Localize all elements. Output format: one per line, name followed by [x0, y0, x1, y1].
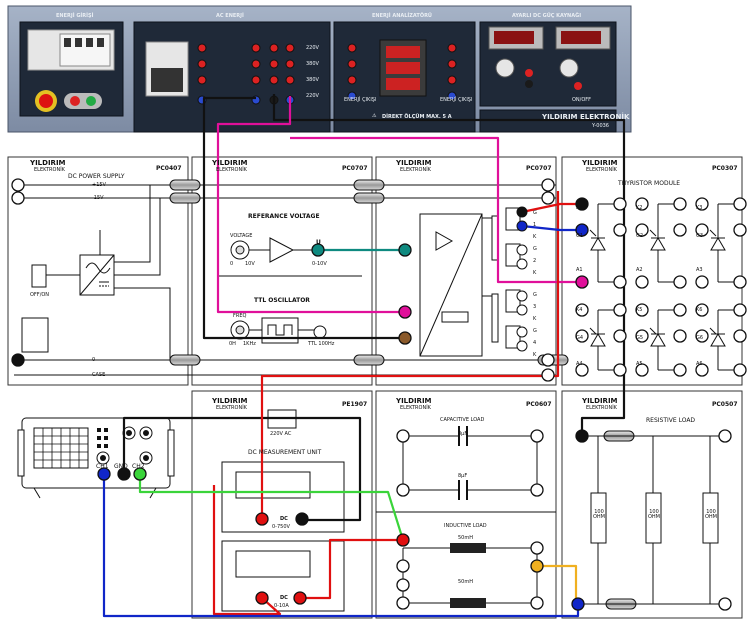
- direct-measure-warning: DİREKT ÖLÇÜM MAX. 5 A: [382, 114, 452, 120]
- v-label: 380V: [306, 77, 319, 83]
- resistive-terminal[interactable]: [719, 430, 731, 442]
- gate-label: G: [533, 292, 537, 298]
- thyristor-terminal[interactable]: [734, 224, 746, 236]
- rail-terminal[interactable]: [542, 192, 554, 204]
- inductor-2: [450, 598, 486, 608]
- ch2-label: CH2: [132, 463, 145, 470]
- ttl-oscillator-block: [262, 318, 298, 343]
- brand-logo: YILDIRIM: [212, 159, 248, 167]
- v-label: 220V: [306, 93, 319, 99]
- board-connector[interactable]: [354, 193, 384, 203]
- ttl-oscillator-title: TTL OSCILLATOR: [254, 297, 310, 304]
- ac-energy-title: AC ENERJİ: [216, 13, 244, 19]
- thyristor-label: K1: [576, 205, 583, 211]
- rail-label: +15V: [92, 182, 106, 188]
- thyristor-module-board: [562, 157, 742, 385]
- brand-logo: YILDIRIM: [212, 397, 248, 405]
- resistor-label: 100 OHM: [647, 509, 660, 520]
- amp-label: DC: [280, 595, 288, 601]
- gate-label: K: [533, 234, 537, 240]
- inductor-label: 50mH: [458, 579, 473, 585]
- thyristor-terminal[interactable]: [614, 198, 626, 210]
- ac-socket[interactable]: [286, 44, 294, 52]
- thyristor-label: G4: [576, 335, 584, 341]
- board-connector[interactable]: [170, 180, 200, 190]
- module-boards: [8, 157, 742, 618]
- v-label: 380V: [306, 61, 319, 67]
- module-code: PC0507: [712, 401, 738, 408]
- thyristor-label: K6: [696, 307, 703, 313]
- rail-label: -15V: [92, 195, 104, 201]
- energy-input-title: ENERJİ GİRİŞİ: [56, 13, 94, 19]
- analyzer-socket[interactable]: [348, 44, 356, 52]
- gate-label: K: [533, 316, 537, 322]
- gate-label: G: [533, 210, 537, 216]
- load-terminal[interactable]: [397, 579, 409, 591]
- thyristor-terminal[interactable]: [734, 330, 746, 342]
- board-connector[interactable]: [170, 193, 200, 203]
- thyristor-terminal[interactable]: [674, 364, 686, 376]
- amp-range: 0-10A: [274, 603, 289, 609]
- rail-terminal[interactable]: [542, 179, 554, 191]
- load-terminal[interactable]: [531, 430, 543, 442]
- module-code: PC0407: [156, 165, 182, 172]
- rail-label: CASE: [92, 372, 106, 378]
- ac-socket[interactable]: [270, 44, 278, 52]
- load-terminal[interactable]: [397, 560, 409, 572]
- thyristor-terminal[interactable]: [576, 276, 588, 288]
- resistive-title: RESISTIVE LOAD: [646, 417, 696, 424]
- warning-icon: ⚠: [372, 113, 377, 119]
- on-off-switch: [64, 93, 102, 109]
- brand-top: YILDIRIM ELEKTRONİK: [542, 113, 630, 121]
- brand-sub: ELEKTRONİK: [400, 405, 431, 411]
- inductive-title: INDUCTIVE LOAD: [444, 523, 487, 529]
- gate-terminal[interactable]: [517, 341, 527, 351]
- gate-terminal[interactable]: [517, 221, 527, 231]
- v-label: 220V: [306, 45, 319, 51]
- rail-terminal[interactable]: [12, 354, 24, 366]
- ac-socket[interactable]: [252, 76, 260, 84]
- thyristor-terminal[interactable]: [674, 330, 686, 342]
- dc-current-knob: [560, 59, 578, 77]
- thyristor-terminal[interactable]: [734, 304, 746, 316]
- gate-terminal[interactable]: [517, 327, 527, 337]
- ac-socket[interactable]: [198, 60, 206, 68]
- dc-power-source-title: AYARLI DC GÜÇ KAYNAĞI: [512, 13, 582, 19]
- range-label: 1KHz: [243, 341, 256, 347]
- range-label: 0H: [229, 341, 236, 347]
- analyzer-socket[interactable]: [348, 60, 356, 68]
- thyristor-label: G2: [636, 233, 644, 239]
- top-panel: [8, 6, 631, 132]
- trigger-input-terminal[interactable]: [399, 244, 411, 256]
- brand-logo: YILDIRIM: [30, 159, 66, 167]
- rail-terminal[interactable]: [542, 354, 554, 366]
- brand-sub: ELEKTRONİK: [216, 405, 247, 411]
- ac-socket[interactable]: [286, 60, 294, 68]
- ac-socket[interactable]: [270, 60, 278, 68]
- load-terminal[interactable]: [397, 597, 409, 609]
- load-terminal[interactable]: [397, 430, 409, 442]
- board-connector[interactable]: [354, 180, 384, 190]
- ammeter-minus[interactable]: [294, 592, 306, 604]
- thyristor-label: K2: [636, 205, 643, 211]
- resistive-terminal[interactable]: [576, 430, 588, 442]
- thyristor-terminal[interactable]: [614, 276, 626, 288]
- brand-sub: ELEKTRONİK: [586, 167, 617, 173]
- energy-analyzer-title: ENERJİ ANALİZATÖRÜ: [372, 13, 432, 19]
- module-code: PC0307: [712, 165, 738, 172]
- thyristor-terminal[interactable]: [674, 304, 686, 316]
- gate-label: 4: [533, 340, 537, 346]
- ac-socket[interactable]: [198, 76, 206, 84]
- supply-label: 220V AC: [270, 431, 292, 437]
- dc-voltage-knob: [496, 59, 514, 77]
- energy-output-right: ENERJİ ÇIKIŞI: [440, 97, 473, 103]
- ac-socket[interactable]: [198, 44, 206, 52]
- brand-logo: YILDIRIM: [582, 159, 618, 167]
- module-code: PC0707: [342, 165, 368, 172]
- load-terminal[interactable]: [531, 597, 543, 609]
- thyristor-label: K4: [576, 307, 583, 313]
- dc-on-off: ON/OFF: [572, 97, 592, 103]
- ch1-label: CH1: [96, 463, 109, 470]
- brand-sub: ELEKTRONİK: [400, 167, 431, 173]
- brand-logo: YILDIRIM: [396, 397, 432, 405]
- trigger-input-terminal[interactable]: [399, 306, 411, 318]
- rail-terminal[interactable]: [542, 369, 554, 381]
- board-connector[interactable]: [170, 355, 200, 365]
- gate-terminal[interactable]: [517, 245, 527, 255]
- inductor-output[interactable]: [531, 560, 543, 572]
- off-on-label: OFF/ON: [30, 292, 50, 298]
- gate-label: K: [533, 270, 537, 276]
- inductor-1: [450, 543, 486, 553]
- thyristor-label: A6: [696, 361, 703, 367]
- thyristor-terminal[interactable]: [674, 276, 686, 288]
- output-range: 0-10V: [312, 261, 327, 267]
- gate-label: 2: [533, 258, 537, 264]
- gate-label: G: [533, 246, 537, 252]
- trigger-input-terminal[interactable]: [399, 332, 411, 344]
- thyristor-terminal[interactable]: [614, 330, 626, 342]
- gate-terminal[interactable]: [517, 207, 527, 217]
- knob-label: FREQ: [233, 313, 247, 319]
- thyristor-label: A5: [636, 361, 643, 367]
- thyristor-terminal[interactable]: [674, 198, 686, 210]
- thyristor-label: K5: [636, 307, 643, 313]
- energy-output-left: ENERJİ ÇIKIŞI: [344, 97, 377, 103]
- resistive-terminal[interactable]: [572, 598, 584, 610]
- brand-sub: ELEKTRONİK: [34, 167, 65, 173]
- ac-socket[interactable]: [286, 76, 294, 84]
- model-label: Y-0036: [592, 123, 609, 129]
- voltmeter-plus[interactable]: [256, 513, 268, 525]
- board-connector[interactable]: [354, 355, 384, 365]
- inductor-label: 50mH: [458, 535, 473, 541]
- brand-sub: ELEKTRONİK: [586, 405, 617, 411]
- thyristor-terminal[interactable]: [696, 276, 708, 288]
- off-on-switch: [32, 265, 46, 287]
- module-code: PE1907: [342, 401, 368, 408]
- knob-label: VOLTAGE: [230, 233, 253, 239]
- reference-voltage-title: REFERANCE VOLTAGE: [248, 213, 320, 220]
- thyristor-terminal[interactable]: [734, 276, 746, 288]
- gate-label: K: [533, 352, 537, 358]
- ac-socket[interactable]: [252, 60, 260, 68]
- thyristor-title: THYRISTOR MODULE: [618, 180, 681, 187]
- rail-label: 0: [92, 357, 96, 363]
- thyristor-label: G1: [576, 233, 584, 239]
- capacitor-label: 8µF: [458, 431, 468, 437]
- gate-terminal[interactable]: [517, 305, 527, 315]
- output-label: U: [316, 239, 321, 246]
- thyristor-label: K3: [696, 205, 703, 211]
- load-terminal[interactable]: [531, 484, 543, 496]
- gate-label: 1: [533, 222, 537, 228]
- rail-terminal[interactable]: [12, 179, 24, 191]
- rail-terminal[interactable]: [12, 192, 24, 204]
- inductor-input[interactable]: [397, 534, 409, 546]
- resistive-terminal[interactable]: [719, 598, 731, 610]
- gate-label: 3: [533, 304, 537, 310]
- dc-measurement-title: DC MEASUREMENT UNIT: [248, 449, 322, 456]
- analyzer-socket[interactable]: [348, 76, 356, 84]
- gnd-label: GND: [114, 463, 128, 470]
- gate-terminal[interactable]: [517, 259, 527, 269]
- thyristor-terminal[interactable]: [674, 224, 686, 236]
- thyristor-terminal[interactable]: [614, 304, 626, 316]
- thyristor-label: G5: [636, 335, 644, 341]
- analyzer-socket[interactable]: [448, 76, 456, 84]
- voltmeter-minus[interactable]: [296, 513, 308, 525]
- thyristor-label: A4: [576, 361, 583, 367]
- thyristor-terminal[interactable]: [636, 276, 648, 288]
- analyzer-socket[interactable]: [448, 44, 456, 52]
- gate-label: G: [533, 328, 537, 334]
- module-code: PC0607: [526, 401, 552, 408]
- load-terminal[interactable]: [531, 542, 543, 554]
- resistor-label: 100 OHM: [592, 509, 605, 520]
- thyristor-label: G6: [696, 335, 704, 341]
- resistor-label: 100 OHM: [704, 509, 717, 520]
- brand-logo: YILDIRIM: [396, 159, 432, 167]
- thyristor-label: A2: [636, 267, 643, 273]
- module-title: DC POWER SUPPLY: [68, 173, 125, 180]
- volt-range: 0-750V: [272, 524, 290, 530]
- thyristor-terminal[interactable]: [614, 224, 626, 236]
- oscilloscope: [18, 418, 174, 498]
- range-label: 10V: [245, 261, 255, 267]
- thyristor-terminal[interactable]: [614, 364, 626, 376]
- thyristor-terminal[interactable]: [734, 364, 746, 376]
- thyristor-label: G3: [696, 233, 704, 239]
- capacitor-label: 8µF: [458, 473, 468, 479]
- ac-socket[interactable]: [270, 76, 278, 84]
- brand-logo: YILDIRIM: [582, 397, 618, 405]
- analyzer-socket[interactable]: [448, 60, 456, 68]
- module-code: PC0707: [526, 165, 552, 172]
- thyristor-label: A3: [696, 267, 703, 273]
- thyristor-terminal[interactable]: [734, 198, 746, 210]
- osc-out-label: TTL 100Hz: [308, 341, 335, 347]
- thyristor-label: A1: [576, 267, 583, 273]
- brand-sub: ELEKTRONİK: [216, 167, 247, 173]
- volt-label: DC: [280, 516, 288, 522]
- gate-terminal[interactable]: [517, 291, 527, 301]
- ammeter-plus[interactable]: [256, 592, 268, 604]
- load-terminal[interactable]: [397, 484, 409, 496]
- ac-socket[interactable]: [252, 44, 260, 52]
- capacitive-title: CAPACITIVE LOAD: [440, 417, 485, 423]
- range-label: 0: [230, 261, 234, 267]
